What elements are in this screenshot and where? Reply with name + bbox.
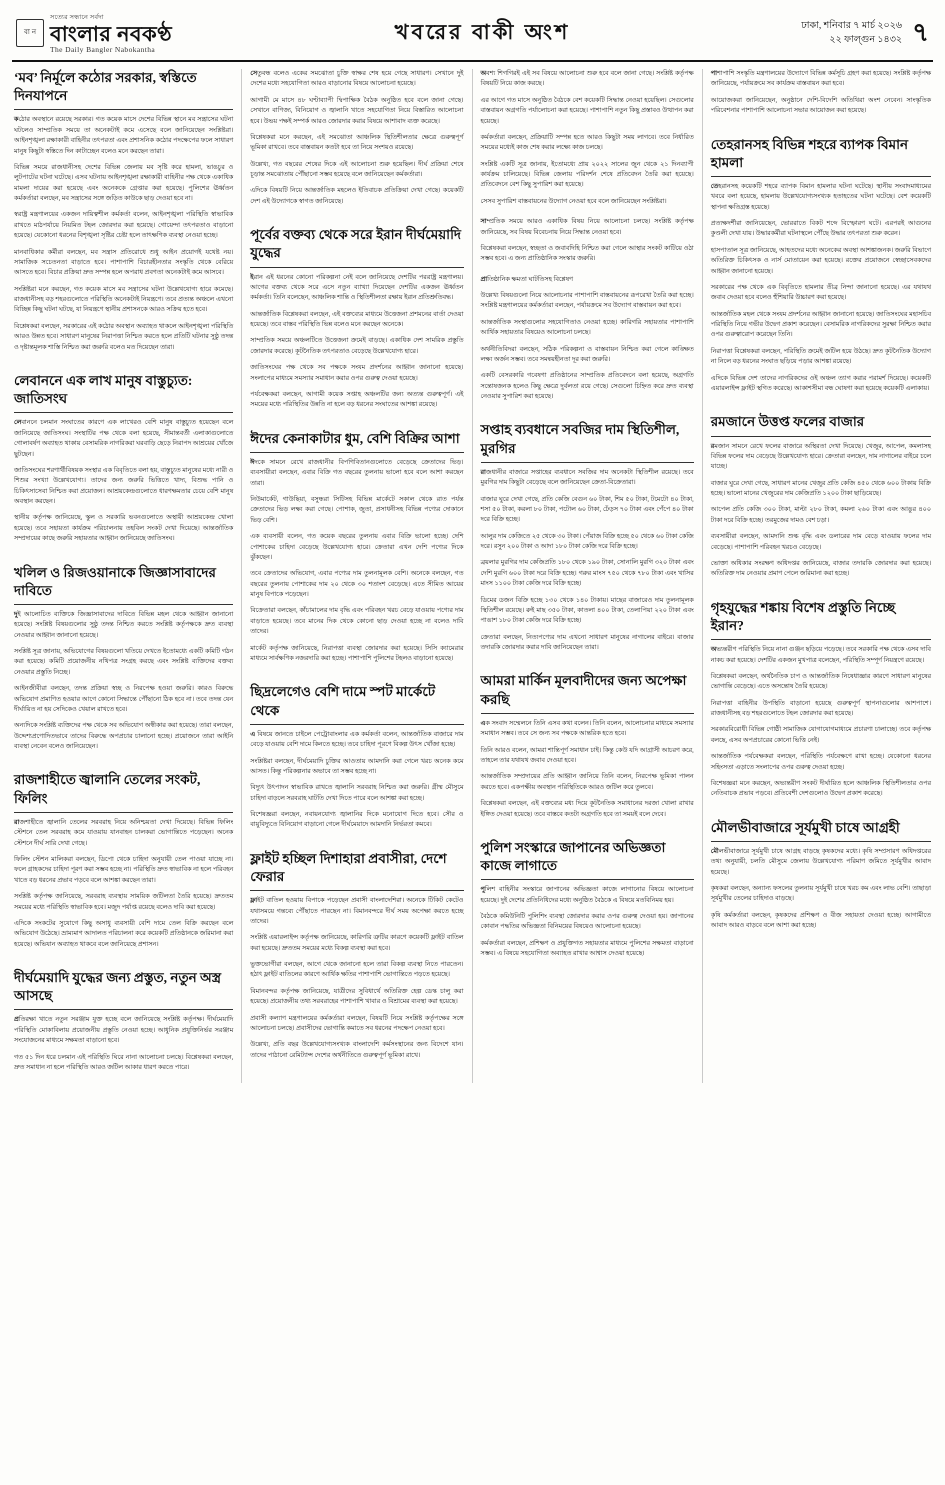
article-paragraph: ক্রেতারা বলছেন, নিত্যপণ্যের দাম এখনো সাধারণ মানুষের নাগালের বাইরে। বাজার তদারকি জোরদার করার দাবি জানিয়েছেন তারা। [480,633,694,652]
article [14,69,233,363]
newspaper-logo [16,12,266,54]
article-headline[interactable]: গৃহযুদ্ধের শঙ্কায় বিশেষ প্রস্তুতি নিচ্ছে ইরান? [711,599,931,640]
article-paragraph: হাসপাতাল সূত্র জানিয়েছে, আহতদের মধ্যে অনেকের অবস্থা আশঙ্কাজনক। জরুরি বিভাগে অতিরিক্ত চিকিৎসক ও নার্স মোতায়েন করা হয়েছে। রক্তের প্রয়োজনে স্বেচ্ছাসেবকদের আহ্বান জানানো হয়েছে। [710,246,932,275]
article-paragraph: সেসব সুপারিশ বাস্তবায়নের উদ্যোগ নেওয়া হবে বলে জানিয়েছেন সংশ্লিষ্টরা। [480,197,667,205]
article-paragraph: সংশ্লিষ্ট সূত্র জানায়, অভিযোগের বিষয়গুলো খতিয়ে দেখতে ইতোমধ্যে একটি কমিটি গঠন করা হয়েছে। কমিটি প্রয়োজনীয় নথিপত্র সংগ্রহ করছে এবং সংশ্লিষ্ট ব্যক্তিদের বক্তব্য নেওয়ার প্রস্তুতি নিচ্ছে। [14,648,234,676]
article-separator [481,826,694,830]
article-separator [711,937,931,941]
article-paragraph: ফিলিং স্টেশন মালিকরা বলছেন, ডিপো থেকে চাহিদা অনুযায়ী তেল পাওয়া যাচ্ছে না। ফলে গ্রাহকদের চাহিদা পূরণ করা সম্ভব হচ্ছে না। পরিস্থিতি দ্রুত স্বাভাবিক না হলে পরিবহন খাতে বড় ধরনের প্রভাব পড়বে বলে আশঙ্কা করছেন তারা। [14,856,234,884]
article-columns [12,69,933,1083]
article-paragraph: বিশেষজ্ঞরা বলছেন, নবায়নযোগ্য জ্বালানির দিকে মনোযোগ দিতে হবে। সৌর ও বায়ুবিদ্যুতে বিনিয়োগ বাড়ানো গেলে দীর্ঘমেয়াদে আমদানি নির্ভরতা কমবে। [250,811,464,829]
article-paragraph: লেবাননে চলমান সংঘাতের কারণে এক লাখেরও বেশি মানুষ বাস্তুচ্যুত হয়েছেন বলে জানিয়েছে জাতিসংঘ। সংস্থাটির পক্ষ থেকে বলা হয়েছে, সীমান্তবর্তী এলাকাগুলোতে গোলাবর্ষণ অব্যাহত থাকায় বেসামরিক নাগরিকরা ঘরবাড়ি ছেড়ে নিরাপদ আশ্রয়ের খোঁজে ছুটছেন। [14,419,234,458]
article-paragraph: কর্মকর্তারা বলছেন, প্রক্রিয়াটি সম্পন্ন হতে আরও কিছুটা সময় লাগবে। তবে নির্ধারিত সময়ের মধ্যেই কাজ শেষ করার লক্ষ্যে কাজ চলছে। [480,133,694,152]
logo-title-text: বাংলার নবকণ্ঠ [50,22,173,46]
article-paragraph: জাতিসংঘের পক্ষ থেকে সব পক্ষকে সংযম প্রদর্শনের আহ্বান জানানো হয়েছে। সংলাপের মাধ্যমে সমস্যার সমাধান করার ওপর গুরুত্ব দেওয়া হয়েছে। [250,364,464,382]
article-paragraph: অন্যদিকে সংশ্লিষ্ট ব্যক্তিদের পক্ষ থেকে সব অভিযোগ অস্বীকার করা হয়েছে। তারা বলছেন, উদ্দেশ্যপ্রণোদিতভাবে তাদের বিরুদ্ধে অপপ্রচার চালানো হচ্ছে। প্রয়োজনে তারা আইনি ব্যবস্থা নেবেন বলেও জানিয়েছেন। [14,722,234,751]
article [711,599,931,810]
article-separator [711,400,931,404]
article-paragraph: এদিকে সংকটের সুযোগে কিছু অসাধু ব্যবসায়ী বেশি দামে তেল বিক্রি করছেন বলে অভিযোগ উঠেছে। ভ্রাম্যমাণ আদালত পরিচালনা করে কয়েকটি প্রতিষ্ঠানকে জরিমানা করা হয়েছে। অভিযান অব্যাহত থাকবে বলে জানিয়েছে প্রশাসন। [14,919,234,948]
article-paragraph: সরকারবিরোধী বিভিন্ন গোষ্ঠী সামাজিক যোগাযোগমাধ্যমে প্রচারণা চালাচ্ছে। তবে কর্তৃপক্ষ বলছে, এসব অপপ্রচারের কোনো ভিত্তি নেই। [710,726,931,744]
article-headline[interactable]: ‘মব’ নির্মূলে কঠোর সরকার, স্বস্তিতে দিনযাপনে [14,69,233,110]
article-paragraph: নিরাপত্তা বিশ্লেষকরা বলছেন, পরিস্থিতি ক্রমেই জটিল হয়ে উঠছে। দ্রুত কূটনৈতিক উদ্যোগ না নিলে বড় ধরনের সংঘাত ছড়িয়ে পড়ার আশঙ্কা রয়েছে। [710,347,931,366]
article-headline[interactable]: ফ্লাইট হচ্ছিল দিশাহারা প্রবাসীরা, দেশে ফেরার [250,850,463,891]
article-paragraph: উল্লেখ্য, গত বছরের শেষের দিকে এই আলোচনা শুরু হয়েছিল। দীর্ঘ প্রক্রিয়া শেষে চূড়ান্ত সমঝোতায় পৌঁছানো সম্ভব হয়েছে বলে জানিয়েছেন কর্মকর্তারা। [250,160,464,179]
article-headline[interactable]: ছিদ্রলেগেও বেশি দামে স্পট মার্কেটে থেকে [250,683,463,724]
column-2 [242,69,472,1083]
article-paragraph: ইরান এই ধরনের কোনো পরিকল্পনা নেই বলে জানিয়েছে দেশটির পররাষ্ট্র মন্ত্রণালয়। আগের বক্তব্য থেকে সরে এসে নতুন ব্যাখ্যা দিয়েছেন দেশটির একজন ঊর্ধ্বতন কর্মকর্তা। তিনি বলেছেন, আঞ্চলিক শান্তি ও স্থিতিশীলতা রক্ষায় ইরান প্রতিশ্রুতিবদ্ধ। [250,273,464,302]
page-title: খবরের বাকী অংশ [394,19,571,44]
article-paragraph: এর আগে গত মাসে অনুষ্ঠিত বৈঠকে বেশ কয়েকটি সিদ্ধান্ত নেওয়া হয়েছিল। সেগুলোর বাস্তবায়ন অগ্রগতি পর্যালোচনা করা হয়েছে। পাশাপাশি নতুন কিছু প্রস্তাবও উত্থাপন করা হয়েছে। [480,96,694,125]
article-paragraph: বিশ্লেষকরা বলছেন, অর্থনৈতিক চাপ ও আন্তর্জাতিক নিষেধাজ্ঞার কারণে সাধারণ মানুষের ভোগান্তি বেড়েছে। এতে অসন্তোষ তৈরি হয়েছে। [710,672,931,691]
article-paragraph: ঈদকে সামনে রেখে রাজধানীর বিপণিবিতানগুলোতে বেড়েছে ক্রেতাদের ভিড়। ব্যবসায়ীরা বলছেন, এবার বিক্রি গত বছরের তুলনায় ভালো হবে বলে আশা করছেন তারা। [250,458,464,487]
article-headline[interactable]: আমরা মার্কিন মূলবাদীদের জন্য অপেক্ষা করছি [481,672,694,713]
article [711,136,931,405]
article-separator [250,670,463,674]
article-paragraph: উল্লেখ্য বিষয়গুলো নিয়ে আলোচনার পাশাপাশি বাস্তবায়নের রূপরেখা তৈরি করা হচ্ছে। সংশ্লিষ্ট মন্ত্রণালয়ের কর্মকর্তারা বলছেন, পর্যায়ক্রমে সব উদ্যোগ বাস্তবায়ন করা হবে। [480,292,694,310]
article [481,69,694,217]
article [481,421,694,663]
article-paragraph: নিউমার্কেট, গাউছিয়া, বসুন্ধরা সিটিসহ বিভিন্ন মার্কেটে সকাল থেকে রাত পর্যন্ত ক্রেতাদের ভিড় লক্ষ্য করা গেছে। পোশাক, জুতা, প্রসাধনীসহ বিভিন্ন পণ্যের দোকানে ভিড় বেশি। [250,496,464,524]
article-paragraph: বিমানবন্দর কর্তৃপক্ষ জানিয়েছে, যাত্রীদের সুবিধার্থে অতিরিক্ত হেল্প ডেস্ক চালু করা হয়েছে। প্রয়োজনীয় তথ্য সরবরাহের পাশাপাশি খাবার ও বিশ্রামের ব্যবস্থা করা হয়েছে। [250,987,464,1006]
article-separator [711,806,931,810]
article-headline[interactable]: ঈদের কেনাকাটার ধুম, বেশি বিক্রির আশা [250,430,463,453]
article-paragraph: বিভিন্ন সময়ে রাজধানীসহ দেশের বিভিন্ন জেলায় মব সৃষ্টি করে হামলা, ভাঙচুর ও লুটপাটের ঘটনা ঘটেছে। এসব ঘটনায় আইনশৃঙ্খলা রক্ষাকারী বাহিনীর পক্ষ থেকে একাধিক মামলা দায়ের করা হয়েছে এবং অনেককে গ্রেপ্তার করা হয়েছে। পুলিশের ঊর্ধ্বতন কর্মকর্তারা বলছেন, মব সন্ত্রাসের সঙ্গে জড়িত কাউকে ছাড় দেওয়া হবে না। [14,163,234,203]
article [14,771,233,960]
article-paragraph: স্বরাষ্ট্র মন্ত্রণালয়ের একজন দায়িত্বশীল কর্মকর্তা বলেন, আইনশৃঙ্খলা পরিস্থিতি স্বাভাবিক রাখতে মাঠপর্যায়ে নিয়মিত টহল জোরদার করা হয়েছে। গোয়েন্দা তৎপরতাও বাড়ানো হয়েছে। যেকোনো ধরনের বিশৃঙ্খলা সৃষ্টির চেষ্টা হলে তাৎক্ষণিক ব্যবস্থা নেওয়া হচ্ছে। [14,211,234,240]
article-paragraph: বাজার ঘুরে দেখা গেছে, সাধারণ মানের খেজুর প্রতি কেজি ৪৫০ থেকে ৬০০ টাকায় বিক্রি হচ্ছে। ভালো মানের খেজুরের দাম কেজিপ্রতি ১২০০ টাকা ছাড়িয়েছে। [710,479,931,498]
article-paragraph: বিশ্লেষকরা বলছেন, এই বক্তব্যের মধ্য দিয়ে কূটনৈতিক সমাধানের দরজা খোলা রাখার ইঙ্গিত দেওয়া হয়েছে। তবে বাস্তবে কতটা অগ্রগতি হবে তা সময়ই বলে দেবে। [480,800,694,818]
article-paragraph: আগামী মে মাসে ৪৮ ঘণ্টাব্যাপী দ্বিপাক্ষিক বৈঠক অনুষ্ঠিত হবে বলে জানা গেছে। সেখানে বাণিজ্য, বিনিয়োগ ও জ্বালানি খাতে সহযোগিতা নিয়ে বিস্তারিত আলোচনা হবে। উভয় পক্ষই সম্পর্ক আরও জোরদার করার বিষয়ে আশাবাদ ব্যক্ত করেছে। [250,96,464,125]
article-paragraph: সরকারের পক্ষ থেকে এক বিবৃতিতে হামলার তীব্র নিন্দা জানানো হয়েছে। এর যথাযথ জবাব দেওয়া হবে বলেও হুঁশিয়ারি উচ্চারণ করা হয়েছে। [710,283,931,302]
article-paragraph: ব্যবসায়ীরা বলছেন, আমদানি শুল্ক বৃদ্ধি এবং ডলারের দাম বেড়ে যাওয়ায় ফলের দাম বেড়েছে। পাশাপাশি পরিবহন খরচও বেড়েছে। [710,533,931,551]
article-paragraph: এদিকে বিষয়টি নিয়ে আন্তর্জাতিক মহলেও ইতিবাচক প্রতিক্রিয়া দেখা গেছে। কয়েকটি দেশ এই উদ্যোগকে স্বাগত জানিয়েছে। [250,187,464,205]
article-paragraph: আন্তর্জাতিক সংস্থাগুলোর সহযোগিতাও নেওয়া হচ্ছে। কারিগরি সহায়তার পাশাপাশি আর্থিক সহায়তার বিষয়েও আলোচনা চলছে। [480,318,694,337]
article-paragraph: তেহরানসহ কয়েকটি শহরে ব্যাপক বিমান হামলার ঘটনা ঘটেছে। স্থানীয় সংবাদমাধ্যমের খবরে বলা হয়েছে, হামলায় উল্লেখযোগ্যসংখ্যক হতাহতের ঘটনা ঘটেছে। বেশ কয়েকটি স্থাপনা ক্ষতিগ্রস্ত হয়েছে। [710,182,931,211]
article-paragraph: মৌলভীবাজারে সূর্যমুখী চাষে আগ্রহ বাড়ছে কৃষকদের মধ্যে। কৃষি সম্প্রসারণ অধিদপ্তরের তথ্য অনুযায়ী, চলতি মৌসুমে জেলায় উল্লেখযোগ্য পরিমাণ জমিতে সূর্যমুখীর আবাদ হয়েছে। [710,847,931,876]
article-paragraph: আলুর দাম কেজিতে ২৫ থেকে ৩০ টাকা। পেঁয়াজ বিক্রি হচ্ছে ৫০ থেকে ৬০ টাকা কেজি দরে। রসুন ২০০ টাকা ও আদা ১৮০ টাকা কেজি দরে বিক্রি হচ্ছে। [480,532,694,551]
article [250,850,463,1071]
article-paragraph: আইনজীবীরা বলছেন, তদন্ত প্রক্রিয়া স্বচ্ছ ও নিরপেক্ষ হওয়া জরুরি। কারও বিরুদ্ধে অভিযোগ প্রমাণিত হওয়ার আগে কোনো সিদ্ধান্তে পৌঁছানো ঠিক হবে না। তবে তদন্ত যেন দীর্ঘায়িত না হয় সেদিকেও খেয়াল রাখতে হবে। [14,685,234,713]
article-paragraph: দুই আলোচিত ব্যক্তিকে জিজ্ঞাসাবাদের দাবিতে বিভিন্ন মহল থেকে আহ্বান জানানো হয়েছে। সংশ্লিষ্ট বিষয়গুলোর সুষ্ঠু তদন্ত নিশ্চিত করতে সংশ্লিষ্ট কর্তৃপক্ষকে দ্রুত ব্যবস্থা নেওয়ার আহ্বান জানানো হয়েছে। [14,610,234,639]
article-paragraph: নিরাপত্তা বাহিনীর উপস্থিতি বাড়ানো হয়েছে গুরুত্বপূর্ণ স্থাপনাগুলোর আশপাশে। রাজধানীসহ বড় শহরগুলোতে টহল জোরদার করা হয়েছে। [710,699,931,718]
article-paragraph: একটি বেসরকারি গবেষণা প্রতিষ্ঠানের সাম্প্রতিক প্রতিবেদনে বলা হয়েছে, অগ্রগতি সন্তোষজনক হলেও কিছু ক্ষেত্রে দুর্বলতা রয়ে গেছে। সেগুলো চিহ্নিত করে দ্রুত ব্যবস্থা নেওয়ার সুপারিশ করা হয়েছে। [480,372,694,401]
article-paragraph: বিশ্লেষকরা বলছেন, স্বচ্ছতা ও জবাবদিহি নিশ্চিত করা গেলে আস্থার সংকট কাটিয়ে ওঠা সম্ভব হবে। এ জন্য প্রাতিষ্ঠানিক সংস্কার জরুরি। [480,244,694,263]
article-paragraph: প্রবাসী কল্যাণ মন্ত্রণালয়ের কর্মকর্তারা বলছেন, বিষয়টি নিয়ে সংশ্লিষ্ট কর্তৃপক্ষের সঙ্গে আলোচনা চলছে। প্রবাসীদের ভোগান্তি কমাতে সব ধরনের পদক্ষেপ নেওয়া হবে। [250,1014,464,1032]
logo-title [50,23,172,45]
article-separator [14,758,233,762]
article-paragraph: সংশ্লিষ্টরা বলছেন, দীর্ঘমেয়াদি চুক্তির আওতায় আমদানি করা গেলে খরচ অনেক কমে আসত। কিন্তু পরিকল্পনার অভাবে তা সম্ভব হচ্ছে না। [250,757,464,775]
article-separator [711,123,931,127]
article-headline[interactable]: তেহরানসহ বিভিন্ন শহরে ব্যাপক বিমান হামলা [711,136,931,177]
article-paragraph: আন্তর্জাতিক মহল থেকে সংযম প্রদর্শনের আহ্বান জানানো হয়েছে। জাতিসংঘের মহাসচিব পরিস্থিতি নিয়ে গভীর উদ্বেগ প্রকাশ করেছেন। বেসামরিক নাগরিকদের সুরক্ষা নিশ্চিত করার ওপর গুরুত্বারোপ করেছেন তিনি। [710,310,931,339]
article-paragraph: গত ৫১ দিন ধরে চলমান এই পরিস্থিতি ঘিরে নানা আলোচনা চলছে। বিশ্লেষকরা বলছেন, দ্রুত সমাধান না হলে পরিস্থিতি আরও জটিল আকার ধারণ করতে পারে। [14,1053,234,1071]
article [711,413,931,589]
article-paragraph: ফ্লাইট বাতিল হওয়ায় বিপাকে পড়েছেন প্রবাসী বাংলাদেশিরা। অনেকে টিকিট কেটেও যথাসময়ে গন্তব্যে পৌঁছাতে পারছেন না। বিমানবন্দরে দীর্ঘ সময় অপেক্ষা করতে হচ্ছে তাদের। [250,897,464,925]
publication-date [801,19,902,48]
article-headline[interactable]: দীর্ঘমেয়াদি যুদ্ধের জন্য প্রস্তুত, নতুন অস্ত্র আসছে [14,969,233,1010]
article [481,839,694,970]
article-paragraph: বিশ্লেষকরা বলছেন, সরকারের এই কঠোর অবস্থান অব্যাহত থাকলে আইনশৃঙ্খলা পরিস্থিতি আরও উন্নত হবে। সাধারণ মানুষের নিরাপত্তা নিশ্চিত করতে হলে প্রতিটি ঘটনার সুষ্ঠু তদন্ত ও দৃষ্টান্তমূলক শাস্তি নিশ্চিত করা জরুরি বলেও মত দিয়েছেন তারা। [14,322,234,351]
article-paragraph: বিশেষজ্ঞরা মনে করছেন, অভ্যন্তরীণ সংকট দীর্ঘায়িত হলে আঞ্চলিক স্থিতিশীলতার ওপর নেতিবাচক প্রভাব পড়বে। প্রতিবেশী দেশগুলোও উদ্বেগ প্রকাশ করেছে। [710,779,931,798]
column-3 [473,69,703,1083]
article-paragraph: এক সংবাদ সম্মেলনে তিনি এসব কথা বলেন। তিনি বলেন, আলোচনার মাধ্যমে সমস্যার সমাধান সম্ভব। তবে সে জন্য সব পক্ষকে আন্তরিক হতে হবে। [480,719,694,738]
date-block [699,19,929,48]
article-headline[interactable]: পূর্বের বক্তব্য থেকে সরে ইরান দীর্ঘমেয়াদি যুদ্ধের [250,226,463,267]
logo-mark-icon: বা ন [16,19,44,47]
article-paragraph: প্রাতিষ্ঠানিক ক্ষমতা ঘাটতিসহ বিশ্লেষণ [480,275,574,283]
column-1 [12,69,242,1083]
article [250,69,463,217]
page-number: ৭ [912,18,929,48]
article [481,275,694,413]
article-paragraph: উল্লেখ্য, প্রতি বছর উল্লেখযোগ্যসংখ্যক বাংলাদেশি কর্মসংস্থানের জন্য বিদেশে যান। তাদের পাঠানো রেমিট্যান্স দেশের অর্থনীতিতে গুরুত্বপূর্ণ ভূমিকা রাখে। [250,1041,464,1059]
article-paragraph: কৃষি কর্মকর্তারা বলছেন, কৃষকদের প্রশিক্ষণ ও বীজ সহায়তা দেওয়া হচ্ছে। আগামীতে আবাদ আরও বাড়বে বলে আশা করা হচ্ছে। [710,911,931,930]
article-paragraph: রমজান সামনে রেখে ফলের বাজারে অস্থিরতা দেখা দিয়েছে। খেজুর, আপেল, কমলাসহ বিভিন্ন ফলের দাম বেড়েছে উল্লেখযোগ্য হারে। ক্রেতারা বলছেন, দাম নাগালের বাইরে চলে যাচ্ছে। [710,442,931,471]
article-paragraph: কঠোর অবস্থানে রয়েছে সরকার। গত কয়েক মাসে দেশের বিভিন্ন স্থানে মব সন্ত্রাসের ঘটনা ঘটলেও সাম্প্রতিক সময়ে তা অনেকটাই কমে এসেছে বলে জানিয়েছেন সংশ্লিষ্টরা। আইনশৃঙ্খলা রক্ষাকারী বাহিনীর তৎপরতা এবং প্রশাসনিক কঠোর পদক্ষেপের ফলে সাধারণ মানুষ কিছুটা স্বস্তিতে দিন কাটাচ্ছেন বলেও মনে করছেন তারা। [14,116,234,155]
logo-subtitle: The Daily Bangler Nabokantha [50,45,156,55]
article [14,372,233,555]
article-separator [14,956,233,960]
article-paragraph: আন্তর্জাতিক পর্যবেক্ষকরা বলছেন, পরিস্থিতি পর্যবেক্ষণে রাখা হচ্ছে। যেকোনো ধরনের সহিংসতা এড়াতে সংলাপের ওপর গুরুত্ব দেওয়া হচ্ছে। [710,753,931,771]
article-paragraph: এক ব্যবসায়ী বলেন, গত কয়েক বছরের তুলনায় এবার বিক্রি ভালো হচ্ছে। দেশি পোশাকের চাহিদা বেড়েছে উল্লেখযোগ্য হারে। ক্রেতারা এখন দেশি পণ্যের দিকে ঝুঁকছেন। [250,533,464,561]
article-paragraph: তবে ক্রেতাদের অভিযোগ, এবার পণ্যের দাম তুলনামূলক বেশি। অনেকে বলছেন, গত বছরের তুলনায় পোশাকের দাম ২০ থেকে ৩০ শতাংশ বেড়েছে। এতে সীমিত আয়ের মানুষ বিপাকে পড়েছেন। [250,570,464,599]
article-paragraph: সাম্প্রতিক সময়ে আরও একাধিক বিষয় নিয়ে আলোচনা চলছে। সংশ্লিষ্ট কর্তৃপক্ষ জানিয়েছে, সব বিষয় বিবেচনায় নিয়ে সিদ্ধান্ত নেওয়া হবে। [480,218,694,236]
article-paragraph: অবশ্য শিগগিরই এই সব বিষয়ে আলোচনা শুরু হবে বলে জানা গেছে। সংশ্লিষ্ট কর্তৃপক্ষ বিষয়টি নিয়ে কাজ করছে। [480,70,694,88]
article [711,819,931,942]
article-paragraph: কৃষকরা বলছেন, অন্যান্য ফসলের তুলনায় সূর্যমুখী চাষে খরচ কম এবং লাভ বেশি। তাছাড়া সূর্যমুখীর তেলের চাহিদাও বাড়ছে। [710,884,931,903]
date-bengali: ২২ ফাল্গুন ১৪৩২ [829,35,903,46]
article [250,683,463,840]
article-paragraph: বিদ্যুৎ উৎপাদন স্বাভাবিক রাখতে জ্বালানি সরবরাহ নিশ্চিত করা জরুরি। গ্রীষ্ম মৌসুমে চাহিদা বাড়লে সরবরাহ ঘাটতি দেখা দিতে পারে বলে আশঙ্কা করা হচ্ছে। [250,784,464,802]
article-separator [481,659,694,663]
article-paragraph: ভুক্তভোগীরা বলছেন, আগে থেকে জানানো হলে তারা বিকল্প ব্যবস্থা নিতে পারতেন। হঠাৎ ফ্লাইট বাতিলের কারণে আর্থিক ক্ষতির পাশাপাশি ভোগান্তিতে পড়তে হয়েছে। [250,961,464,979]
article-paragraph: এদিকে বিভিন্ন দেশ তাদের নাগরিকদের ওই অঞ্চল ত্যাগ করার পরামর্শ দিয়েছে। কয়েকটি এয়ারলাইন্স ফ্লাইট স্থগিত করেছে। আকাশসীমা বন্ধ ঘোষণা করা হয়েছে কয়েকটি এলাকায়। [710,374,931,392]
logo-tagline: সত্যের সন্ধানে সর্বদা [50,14,104,21]
article-paragraph: সংশ্লিষ্টরা মনে করছেন, গত কয়েক মাসে মব সন্ত্রাসের ঘটনা উল্লেখযোগ্য হারে কমেছে। রাজধানীসহ বড় শহরগুলোতে পরিস্থিতি অনেকটাই নিয়ন্ত্রণে। তবে প্রত্যন্ত অঞ্চলে এখনো বিচ্ছিন্ন কিছু ঘটনা ঘটছে, যা নিয়ন্ত্রণে স্থানীয় প্রশাসনকে আরও সক্রিয় হতে হবে। [14,285,234,314]
article-paragraph: পাশাপাশি সংস্কৃতি মন্ত্রণালয়ের উদ্যোগে বিভিন্ন কর্মসূচি গ্রহণ করা হয়েছে। সংশ্লিষ্ট কর্তৃপক্ষ জানিয়েছে, পর্যায়ক্রমে সব কার্যক্রম বাস্তবায়ন করা হবে। [710,70,931,88]
article-paragraph: স্থানীয় কর্তৃপক্ষ জানিয়েছে, স্কুল ও সরকারি ভবনগুলোতে অস্থায়ী আশ্রয়কেন্দ্র খোলা হয়েছে। তবে সহায়তা কার্যক্রম পরিচালনায় তহবিল সংকট দেখা দিয়েছে। আন্তর্জাতিক সম্প্রদায়ের কাছে জরুরি সহায়তার আহ্বান জানিয়েছে জাতিসংঘ। [14,514,234,543]
article-paragraph: রাজধানীর বাজারে সপ্তাহের ব্যবধানে সবজির দাম অনেকটা স্থিতিশীল রয়েছে। তবে মুরগির দাম কিছুটা বেড়েছে বলে জানিয়েছেন ক্রেতা-বিক্রেতারা। [480,468,694,487]
article [481,672,694,829]
article [250,430,463,675]
article [250,226,463,421]
article-headline[interactable]: রমজানে উত্তপ্ত ফলের বাজার [711,413,931,436]
article [711,69,931,127]
article-paragraph: বৈঠকে কমিউনিটি পুলিশিং ব্যবস্থা জোরদার করার ওপর গুরুত্ব দেওয়া হয়। জাপানের কোবান পদ্ধতির অভিজ্ঞতা বিনিময়ের বিষয়েও আলোচনা হয়েছে। [480,913,694,931]
article-paragraph: মানবাধিকার কর্মীরা বলছেন, মব সন্ত্রাস প্রতিরোধে শুধু আইন প্রয়োগই যথেষ্ট নয়। সামাজিক সচেতনতা বাড়াতে হবে। পাশাপাশি বিচারহীনতার সংস্কৃতি থেকে বেরিয়ে আসতে হবে। বিচার প্রক্রিয়া দ্রুত সম্পন্ন হলে অপরাধ প্রবণতা অনেকটাই কমে আসবে। [14,248,234,277]
article [481,217,694,275]
article-separator [250,837,463,841]
article-headline[interactable]: খলিল ও রিজওয়ানাকে জিজ্ঞাসাবাদের দাবিতে [14,564,233,605]
article-separator [250,213,463,217]
article-separator [14,551,233,555]
article-separator [250,1067,463,1071]
article-separator [481,408,694,412]
article-headline[interactable]: রাজশাহীতে জ্বালানি তেলের সংকট, ফিলিং [14,771,233,812]
article-paragraph: পর্যবেক্ষকরা বলছেন, আগামী কয়েক সপ্তাহ অঞ্চলটির জন্য অত্যন্ত গুরুত্বপূর্ণ। এই সময়ের মধ্যে পরিস্থিতির উন্নতি না হলে বড় ধরনের সংঘাতের আশঙ্কা রয়েছে। [250,390,464,409]
logo-text [50,12,172,54]
article-paragraph: মার্কেট কর্তৃপক্ষ জানিয়েছে, নিরাপত্তা ব্যবস্থা জোরদার করা হয়েছে। সিসি ক্যামেরার মাধ্যমে সার্বক্ষণিক নজরদারি করা হচ্ছে। পাশাপাশি পুলিশের টহলও বাড়ানো হয়েছে। [250,644,464,662]
article-paragraph: সংশ্লিষ্ট কর্তৃপক্ষ জানিয়েছে, সরবরাহ ব্যবস্থায় সাময়িক জটিলতা তৈরি হয়েছে। দ্রুততম সময়ের মধ্যে পরিস্থিতি স্বাভাবিক হবে। মজুদ পর্যাপ্ত রয়েছে বলেও দাবি করা হয়েছে। [14,893,234,911]
article [14,969,233,1083]
article-paragraph: আপেল প্রতি কেজি ৩০০ টাকা, মাল্টা ২৮০ টাকা, কমলা ২৬০ টাকা এবং আঙুর ৪০০ টাকা দরে বিক্রি হচ্ছে। তরমুজের দামও বেশ চড়া। [710,506,931,524]
article-paragraph: আন্তর্জাতিক বিশ্লেষকরা বলছেন, এই বক্তব্যের মাধ্যমে উত্তেজনা প্রশমনের বার্তা দেওয়া হয়েছে। তবে বাস্তব পরিস্থিতি ভিন্ন বলেও মনে করছেন অনেকে। [250,310,464,329]
article-headline[interactable]: লেবাননে এক লাখ মানুষ বাস্তুচ্যুত: জাতিসংঘ [14,372,233,413]
article-paragraph: বাজার ঘুরে দেখা গেছে, প্রতি কেজি বেগুন ৬০ টাকা, শিম ৫০ টাকা, টমেটো ৪০ টাকা, শসা ৫০ টাকা, করলা ৮০ টাকা, পটোল ৬০ টাকা, ঢেঁড়স ৭০ টাকা এবং পেঁপে ৪০ টাকা দরে বিক্রি হচ্ছে। [480,495,694,524]
article-paragraph: সংশ্লিষ্ট একটি সূত্র জানায়, ইতোমধ্যে প্রায় ২০২২ সালের জুন থেকে ২১ দিনব্যাপী কার্যক্রম চালিয়েছে। বিভিন্ন জেলায় পরিদর্শন শেষে প্রতিবেদন তৈরি করা হয়েছে। প্রতিবেদনে বেশ কিছু সুপারিশ করা হয়েছে। [480,160,694,189]
article-paragraph: রাজশাহীতে জ্বালানি তেলের সরবরাহ নিয়ে অনিশ্চয়তা দেখা দিয়েছে। বিভিন্ন ফিলিং স্টেশনে তেল সরবরাহ কমে যাওয়ায় যানবাহন চালকরা ভোগান্তিতে পড়েছেন। অনেক স্টেশনে দীর্ঘ সারি দেখা গেছে। [14,818,234,847]
article-paragraph: জাতিসংঘের শরণার্থীবিষয়ক সংস্থার এক বিবৃতিতে বলা হয়, বাস্তুচ্যুত মানুষের মধ্যে নারী ও শিশুর সংখ্যা উল্লেখযোগ্য। তাদের জন্য জরুরি ভিত্তিতে খাদ্য, বিশুদ্ধ পানি ও চিকিৎসাসেবা নিশ্চিত করা প্রয়োজন। আশ্রয়কেন্দ্রগুলোতে ধারণক্ষমতার চেয়ে বেশি মানুষ অবস্থান করছেন। [14,466,234,506]
article-separator [14,1079,233,1083]
article-paragraph: পুলিশ বাহিনীর সংস্কারে জাপানের অভিজ্ঞতা কাজে লাগানোর বিষয়ে আলোচনা হয়েছে। দুই দেশের প্রতিনিধিদের মধ্যে অনুষ্ঠিত বৈঠকে এ বিষয়ে মতবিনিময় হয়। [480,886,694,904]
article-paragraph: ব্রয়লার মুরগির দাম কেজিপ্রতি ১৮০ থেকে ১৯০ টাকা, সোনালি মুরগি ৩২০ টাকা এবং দেশি মুরগি ৬০০ টাকা দরে বিক্রি হচ্ছে। গরুর মাংস ৭৫০ থেকে ৭৮০ টাকা এবং খাসির মাংস ১১০০ টাকা কেজি দরে বিক্রি হচ্ছে। [480,559,694,588]
masthead [12,10,933,62]
article-paragraph: ভোক্তা অধিকার সংরক্ষণ অধিদপ্তর জানিয়েছে, বাজার তদারকি জোরদার করা হয়েছে। অতিরিক্ত দাম নেওয়ার প্রমাণ পেলে জরিমানা করা হচ্ছে। [710,559,931,578]
article-paragraph: সাম্প্রতিক সময়ে অঞ্চলটিতে উত্তেজনা ক্রমেই বাড়ছে। একাধিক দেশ সামরিক প্রস্তুতি জোরদার করেছে। কূটনৈতিক তৎপরতাও বেড়েছে উল্লেখযোগ্য হারে। [250,337,464,355]
article [14,564,233,763]
article-paragraph: ডিমের ডজন বিক্রি হচ্ছে ১৩০ থেকে ১৪০ টাকায়। মাছের বাজারেও দাম তুলনামূলক স্থিতিশীল রয়েছে। রুই মাছ ৩৫০ টাকা, কাতলা ৪০০ টাকা, তেলাপিয়া ২২০ টাকা এবং পাঙাশ ১৮০ টাকা কেজি দরে বিক্রি হচ্ছে। [480,596,694,625]
article-paragraph: অর্থনীতিবিদরা বলছেন, সঠিক পরিকল্পনা ও বাস্তবায়ন নিশ্চিত করা গেলে কাঙ্ক্ষিত লক্ষ্য অর্জন সম্ভব। তবে সমন্বয়হীনতা দূর করা জরুরি। [480,345,694,363]
article-paragraph: তিনি আরও বলেন, আমরা শান্তিপূর্ণ সমাধান চাই। কিন্তু কেউ যদি আগ্রাসী আচরণ করে, তাহলে তার যথাযথ জবাব দেওয়া হবে। [480,746,694,765]
date-gregorian: ঢাকা, শনিবার ৭ মার্চ ২০২৬ [801,20,903,31]
article-paragraph: প্রতিরক্ষা খাতে নতুন সরঞ্জাম যুক্ত হচ্ছে বলে জানিয়েছে সংশ্লিষ্ট কর্তৃপক্ষ। দীর্ঘমেয়াদি পরিস্থিতি মোকাবিলায় প্রয়োজনীয় প্রস্তুতি নেওয়া হচ্ছে। আধুনিক প্রযুক্তিনির্ভর সরঞ্জাম সংযোজনের মাধ্যমে সক্ষমতা বাড়ানো হবে। [14,1016,234,1045]
column-4 [703,69,933,1083]
article-paragraph: আন্তর্জাতিক সম্প্রদায়ের প্রতি আহ্বান জানিয়ে তিনি বলেন, নিরপেক্ষ ভূমিকা পালন করতে হবে। একপক্ষীয় অবস্থান পরিস্থিতিকে আরও জটিল করে তুলবে। [480,773,694,791]
article-headline[interactable]: পুলিশ সংস্কারে জাপানের অভিজ্ঞতা কাজে লাগাতে [481,839,694,880]
article-separator [711,586,931,590]
article-paragraph: অভ্যন্তরীণ পরিস্থিতি নিয়ে নানা গুঞ্জন ছড়িয়ে পড়েছে। তবে সরকারি পক্ষ থেকে এসব দাবি নাকচ করা হয়েছে। দেশটির একজন মুখপাত্র বলেছেন, পরিস্থিতি সম্পূর্ণ নিয়ন্ত্রণে রয়েছে। [710,646,931,664]
article-paragraph: কর্মকর্তারা বলছেন, প্রশিক্ষণ ও প্রযুক্তিগত সহায়তার মাধ্যমে পুলিশের সক্ষমতা বাড়ানো সম্ভব। এ বিষয়ে সহযোগিতা অব্যাহত রাখার আশ্বাস দেওয়া হয়েছে। [480,939,694,958]
article-separator [250,417,463,421]
article-paragraph: প্রত্যক্ষদর্শীরা জানিয়েছেন, ভোররাতে বিকট শব্দে বিস্ফোরণ ঘটে। এরপরই আগুনের কুণ্ডলী দেখা যায়। উদ্ধারকর্মীরা ঘটনাস্থলে পৌঁছে উদ্ধার তৎপরতা শুরু করেন। [710,220,931,238]
article-paragraph: বিশ্লেষকরা মনে করছেন, এই সমঝোতা আঞ্চলিক স্থিতিশীলতার ক্ষেত্রে গুরুত্বপূর্ণ ভূমিকা রাখবে। তবে বাস্তবায়ন কতটা হবে তা নিয়ে সংশয়ও রয়েছে। [250,133,464,152]
article-headline[interactable]: মৌলভীবাজারে সূর্যমুখী চাষে আগ্রহী [711,819,931,842]
article-paragraph: সংশ্লিষ্ট এয়ারলাইন্স কর্তৃপক্ষ জানিয়েছে, কারিগরি ত্রুটির কারণে কয়েকটি ফ্লাইট বাতিল করা হয়েছে। দ্রুততম সময়ের মধ্যে বিকল্প ব্যবস্থা করা হবে। [250,934,464,952]
article-separator [14,359,233,363]
article-separator [481,966,694,970]
article-paragraph: আয়োজকরা জানিয়েছেন, অনুষ্ঠানে দেশি-বিদেশি অতিথিরা অংশ নেবেন। সাংস্কৃতিক পরিবেশনার পাশাপাশি আলোচনা সভার আয়োজন করা হয়েছে। [710,96,931,115]
article-headline[interactable]: সপ্তাহ ব্যবধানে সবজির দাম স্থিতিশীল, মুরগির [481,421,694,462]
article-paragraph: এ বিষয়ে জানতে চাইলে পেট্রোবাংলার এক কর্মকর্তা বলেন, আন্তর্জাতিক বাজারে দাম বেড়ে যাওয়ায় বেশি দামে কিনতে হচ্ছে। তবে চাহিদা পূরণে বিকল্প উৎস খোঁজা হচ্ছে। [250,730,464,749]
article-paragraph: সেতুবন্ধ বলেও একের সমঝোতা চুক্তি স্বাক্ষর শেষ হয়ে গেছে সাধারণ। সেখানে দুই দেশের মধ্যে সহযোগিতা আরও বাড়ানোর বিষয়ে আলোচনা হয়েছে। [250,70,464,88]
article-paragraph: বিক্রেতারা বলছেন, কাঁচামালের দাম বৃদ্ধি এবং পরিবহন খরচ বেড়ে যাওয়ায় পণ্যের দাম বাড়াতে হয়েছে। তবে মানের দিক থেকে কোনো ছাড় দেওয়া হচ্ছে না বলেও দাবি তাদের। [250,607,464,636]
